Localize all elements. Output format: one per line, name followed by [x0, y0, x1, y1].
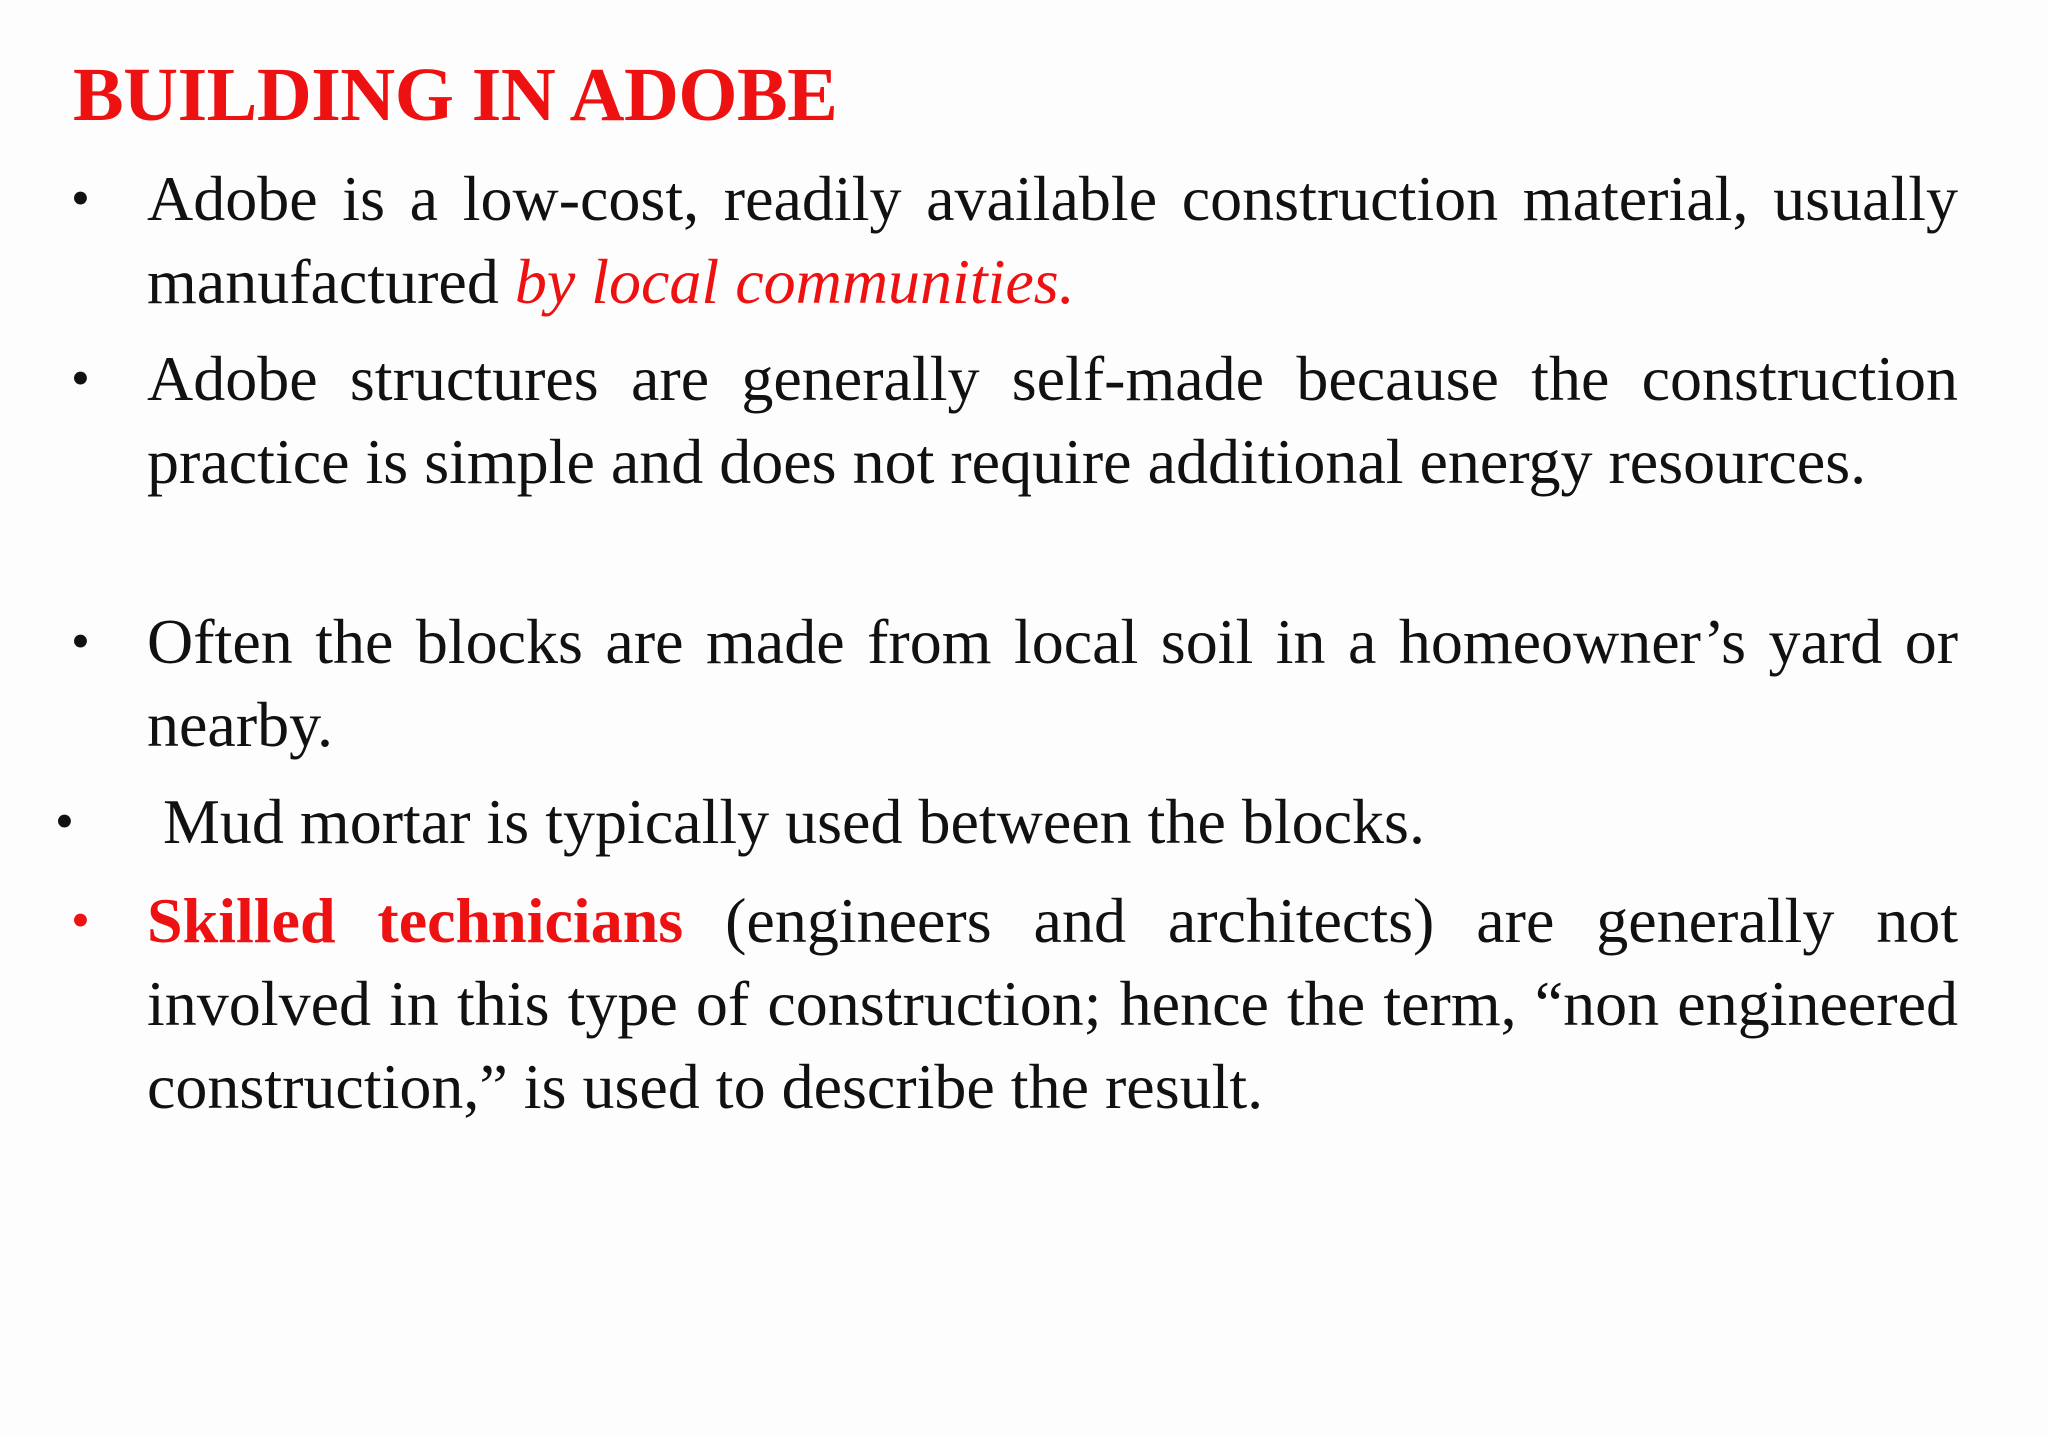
- bullet-marker: •: [71, 890, 90, 950]
- bullet-marker: •: [71, 348, 90, 408]
- bullet-item: [71, 337, 1958, 503]
- slide-title: BUILDING IN ADOBE: [73, 53, 838, 137]
- bullet-text: Adobe is a low-cost, readily available construction material, usually manufactured: [147, 163, 1958, 317]
- bullet-text: Often the blocks are made from local soil in a homeowner’s yard or nearby.: [147, 606, 1958, 760]
- bullet-marker: •: [55, 791, 74, 851]
- bullet-item: [55, 780, 1958, 863]
- bullet-marker: •: [71, 168, 90, 228]
- bullet-marker: •: [71, 611, 90, 671]
- bullet-text: Mud mortar is typically used between the blocks.: [163, 786, 1425, 857]
- bullet-text: (engineers and architects) are generally not involved in this type of construction; hence the term, “non engineered construction,” is used to describe the result.: [147, 885, 1959, 1122]
- bullet-item: [71, 157, 1958, 323]
- bullet-highlight: by local communities.: [514, 246, 1075, 317]
- bullet-item: [71, 600, 1958, 766]
- bullet-highlight: Skilled technicians: [147, 885, 684, 956]
- bullet-item: [71, 879, 1959, 1128]
- bullet-text: Adobe structures are generally self-made because the construction practice is simple and does not require additional energy resources.: [147, 343, 1958, 497]
